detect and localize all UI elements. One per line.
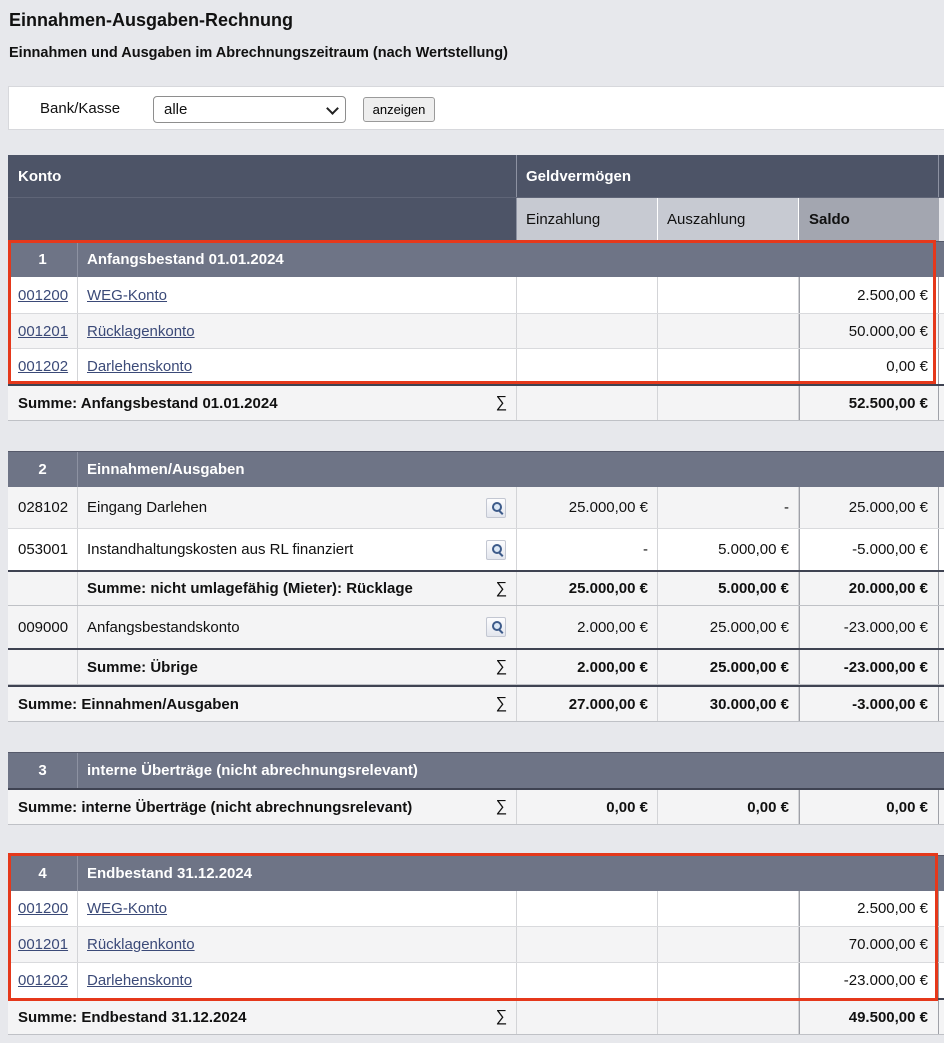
einzahlung-cell: 25.000,00 € xyxy=(517,487,658,528)
saldo-sum: 0,00 € xyxy=(799,790,939,824)
account-name-link[interactable]: WEG-Konto xyxy=(87,900,168,917)
einzahlung-sum: 27.000,00 € xyxy=(517,687,658,721)
saldo-cell: 2.500,00 € xyxy=(799,277,939,313)
summary-row xyxy=(8,384,944,421)
section-title: interne Überträge (nicht abrechnungsrelevant) xyxy=(87,762,418,779)
auszahlung-cell: 25.000,00 € xyxy=(658,606,799,648)
col-geldvermoegen-header: Geldvermögen xyxy=(517,155,939,197)
section-header xyxy=(8,752,944,788)
einzahlung-cell: 2.000,00 € xyxy=(517,606,658,648)
account-code-link[interactable]: 001200 xyxy=(18,900,69,917)
saldo-cell: 0,00 € xyxy=(799,349,939,384)
saldo-cell: -23.000,00 € xyxy=(799,606,939,648)
saldo-sum: 52.500,00 € xyxy=(799,386,939,420)
account-name: Instandhaltungskosten aus RL finanziert xyxy=(87,541,354,558)
account-code-link[interactable]: 001201 xyxy=(18,936,69,953)
sigma-icon: ∑ xyxy=(495,394,507,411)
saldo-cell: -5.000,00 € xyxy=(799,529,939,570)
table-row xyxy=(8,606,944,648)
bank-kasse-label: Bank/Kasse xyxy=(40,100,121,117)
magnifier-icon[interactable] xyxy=(486,617,506,637)
magnifier-icon[interactable] xyxy=(486,540,506,560)
account-name-link[interactable]: Darlehenskonto xyxy=(87,972,193,989)
account-name: Anfangsbestandskonto xyxy=(87,618,240,636)
account-code-link[interactable]: 001200 xyxy=(18,286,69,304)
auszahlung-sum: 25.000,00 € xyxy=(658,650,799,684)
sigma-icon: ∑ xyxy=(495,658,507,675)
table-row xyxy=(8,487,944,528)
account-code-link[interactable]: 001201 xyxy=(18,322,69,340)
einzahlung-sum: 0,00 € xyxy=(517,790,658,824)
summary-label: Summe: interne Überträge (nicht abrechnungsrelevant) xyxy=(18,798,413,816)
subsummary-row xyxy=(8,648,944,685)
account-name-link[interactable]: Rücklagenkonto xyxy=(87,936,195,953)
col-einzahlung-header: Einzahlung xyxy=(517,198,658,241)
account-code: 028102 xyxy=(8,487,78,528)
filter-bar xyxy=(8,86,944,130)
saldo-sum: -3.000,00 € xyxy=(799,687,939,721)
summary-label: Summe: Endbestand 31.12.2024 xyxy=(18,1008,247,1026)
highlight-box-endbestand xyxy=(8,853,938,1001)
magnifier-icon[interactable] xyxy=(486,498,506,518)
saldo-sum: -23.000,00 € xyxy=(799,650,939,684)
saldo-sum: 20.000,00 € xyxy=(799,572,939,605)
saldo-cell: 50.000,00 € xyxy=(799,314,939,348)
saldo-cell: 2.500,00 € xyxy=(799,891,939,926)
sigma-icon: ∑ xyxy=(495,798,507,815)
account-code-link[interactable]: 001202 xyxy=(18,972,69,989)
einzahlung-sum: 2.000,00 € xyxy=(517,650,658,684)
page-subtitle: Einnahmen und Ausgaben im Abrechnungszeitraum (nach Wertstellung) xyxy=(9,45,508,61)
auszahlung-sum xyxy=(658,386,799,420)
account-name-link[interactable]: Darlehenskonto xyxy=(87,358,193,375)
summary-label: Summe: Einnahmen/Ausgaben xyxy=(18,695,239,713)
saldo-sum: 49.500,00 € xyxy=(799,1000,939,1034)
sigma-icon: ∑ xyxy=(495,695,507,712)
table-header xyxy=(8,155,944,198)
col-konto-header: Konto xyxy=(8,155,517,197)
page-title: Einnahmen-Ausgaben-Rechnung xyxy=(9,10,294,30)
section-header xyxy=(8,451,944,487)
summary-row xyxy=(8,998,944,1035)
summary-label: Summe: Übrige xyxy=(87,658,198,676)
einzahlung-sum xyxy=(517,386,658,420)
sigma-icon: ∑ xyxy=(495,1008,507,1025)
saldo-cell: 70.000,00 € xyxy=(799,927,939,962)
auszahlung-sum xyxy=(658,1000,799,1034)
highlight-box-anfangsbestand xyxy=(8,240,936,384)
chevron-down-icon xyxy=(326,102,339,115)
section-number: 1 xyxy=(8,242,78,277)
summary-row xyxy=(8,685,944,722)
account-code-link[interactable]: 001202 xyxy=(18,358,69,375)
subsummary-row xyxy=(8,570,944,606)
auszahlung-cell: 5.000,00 € xyxy=(658,529,799,570)
section-title: Endbestand 31.12.2024 xyxy=(87,865,253,882)
empty-cell xyxy=(8,650,78,684)
auszahlung-sum: 30.000,00 € xyxy=(658,687,799,721)
account-name-link[interactable]: Rücklagenkonto xyxy=(87,322,195,340)
table-subheader xyxy=(8,198,944,241)
auszahlung-sum: 0,00 € xyxy=(658,790,799,824)
col-auszahlung-header: Auszahlung xyxy=(658,198,799,241)
section-number: 3 xyxy=(8,753,78,788)
col-saldo-header[interactable]: Saldo xyxy=(799,198,939,241)
auszahlung-cell: - xyxy=(658,487,799,528)
account-name-link[interactable]: WEG-Konto xyxy=(87,286,168,304)
section-title: Anfangsbestand 01.01.2024 xyxy=(87,251,284,268)
summary-row xyxy=(8,788,944,825)
summary-label: Summe: Anfangsbestand 01.01.2024 xyxy=(18,394,278,412)
section-title: Einnahmen/Ausgaben xyxy=(87,461,245,478)
table-row xyxy=(8,528,944,570)
sigma-icon: ∑ xyxy=(495,579,507,597)
section-number: 4 xyxy=(8,856,78,891)
konto-header-fill xyxy=(8,198,517,241)
bank-kasse-select[interactable] xyxy=(153,96,346,123)
einzahlung-sum: 25.000,00 € xyxy=(517,572,658,605)
saldo-cell: -23.000,00 € xyxy=(799,963,939,998)
empty-cell xyxy=(8,572,78,605)
einzahlung-sum xyxy=(517,1000,658,1034)
section-number: 2 xyxy=(8,452,78,487)
account-code: 009000 xyxy=(8,606,78,648)
anzeigen-button[interactable]: anzeigen xyxy=(363,97,435,122)
summary-label: Summe: nicht umlagefähig (Mieter): Rücklage xyxy=(87,580,413,597)
auszahlung-sum: 5.000,00 € xyxy=(658,572,799,605)
einzahlung-cell: - xyxy=(517,529,658,570)
account-name: Eingang Darlehen xyxy=(87,499,208,516)
bank-kasse-selected-value: alle xyxy=(164,101,188,118)
account-code: 053001 xyxy=(8,529,78,570)
saldo-cell: 25.000,00 € xyxy=(799,487,939,528)
